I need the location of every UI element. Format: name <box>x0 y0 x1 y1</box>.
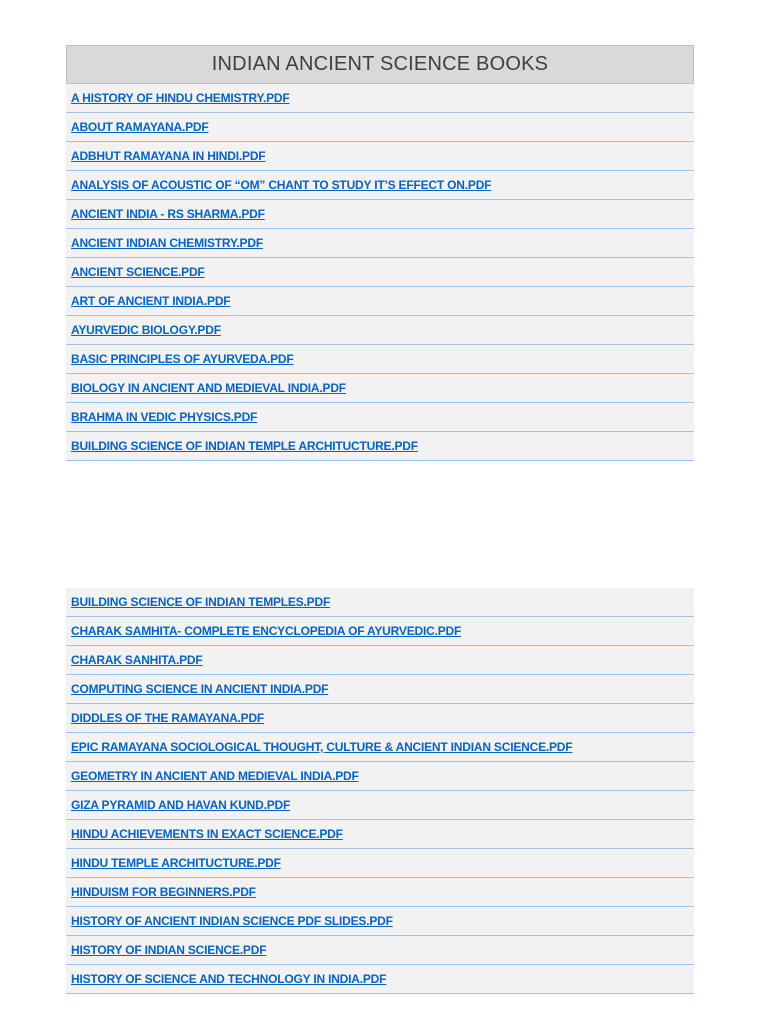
table-row <box>66 287 694 316</box>
table-row <box>66 849 694 878</box>
pdf-link[interactable]: BIOLOGY IN ANCIENT AND MEDIEVAL INDIA.PDF <box>71 381 346 395</box>
table-row <box>66 142 694 171</box>
table-row <box>66 200 694 229</box>
pdf-link[interactable]: ART OF ANCIENT INDIA.PDF <box>71 294 231 308</box>
pdf-link[interactable]: DIDDLES OF THE RAMAYANA.PDF <box>71 711 265 725</box>
table-row <box>66 646 694 675</box>
pdf-link[interactable]: AYURVEDIC BIOLOGY.PDF <box>71 323 221 337</box>
table-row <box>66 733 694 762</box>
table-row <box>66 345 694 374</box>
table-row <box>66 258 694 287</box>
pdf-link[interactable]: BRAHMA IN VEDIC PHYSICS.PDF <box>71 410 258 424</box>
table-row <box>66 432 694 461</box>
pdf-link[interactable]: HISTORY OF SCIENCE AND TECHNOLOGY IN INDIA.PDF <box>71 972 387 986</box>
book-table-2 <box>66 588 694 994</box>
pdf-link[interactable]: BASIC PRINCIPLES OF AYURVEDA.PDF <box>71 352 294 366</box>
pdf-link[interactable]: ABOUT RAMAYANA.PDF <box>71 120 209 134</box>
table-row <box>66 907 694 936</box>
pdf-link[interactable]: ANALYSIS OF ACOUSTIC OF “OM” CHANT TO STUDY IT’S EFFECT ON.PDF <box>71 178 492 192</box>
table-row <box>66 84 694 113</box>
table-row <box>66 113 694 142</box>
table-row <box>66 965 694 994</box>
table-row <box>66 229 694 258</box>
pdf-link[interactable]: BUILDING SCIENCE OF INDIAN TEMPLES.PDF <box>71 595 331 609</box>
pdf-link[interactable]: ADBHUT RAMAYANA IN HINDI.PDF <box>71 149 266 163</box>
pdf-link[interactable]: HISTORY OF ANCIENT INDIAN SCIENCE PDF SLIDES.PDF <box>71 914 393 928</box>
page-title: INDIAN ANCIENT SCIENCE BOOKS <box>66 45 694 84</box>
pdf-link[interactable]: HINDU TEMPLE ARCHITUCTURE.PDF <box>71 856 281 870</box>
table-row <box>66 617 694 646</box>
pdf-link[interactable]: ANCIENT SCIENCE.PDF <box>71 265 205 279</box>
pdf-link[interactable]: HINDU ACHIEVEMENTS IN EXACT SCIENCE.PDF <box>71 827 343 841</box>
table-row <box>66 316 694 345</box>
book-list-2 <box>66 588 694 994</box>
pdf-link[interactable]: GEOMETRY IN ANCIENT AND MEDIEVAL INDIA.PDF <box>71 769 359 783</box>
pdf-link[interactable]: CHARAK SAMHITA- COMPLETE ENCYCLOPEDIA OF AYURVEDIC.PDF <box>71 624 462 638</box>
pdf-link[interactable]: ANCIENT INDIA - RS SHARMA.PDF <box>71 207 265 221</box>
pdf-link[interactable]: HINDUISM FOR BEGINNERS.PDF <box>71 885 256 899</box>
table-row <box>66 171 694 200</box>
pdf-link[interactable]: ANCIENT INDIAN CHEMISTRY.PDF <box>71 236 263 250</box>
table-row <box>66 403 694 432</box>
table-row <box>66 820 694 849</box>
pdf-link[interactable]: HISTORY OF INDIAN SCIENCE.PDF <box>71 943 267 957</box>
pdf-link[interactable]: A HISTORY OF HINDU CHEMISTRY.PDF <box>71 91 290 105</box>
pdf-link[interactable]: COMPUTING SCIENCE IN ANCIENT INDIA.PDF <box>71 682 329 696</box>
table-row <box>66 936 694 965</box>
table-row <box>66 704 694 733</box>
pdf-link[interactable]: EPIC RAMAYANA SOCIOLOGICAL THOUGHT, CULTURE & ANCIENT INDIAN SCIENCE.PDF <box>71 740 573 754</box>
table-row <box>66 878 694 907</box>
pdf-link[interactable]: GIZA PYRAMID AND HAVAN KUND.PDF <box>71 798 291 812</box>
table-row <box>66 675 694 704</box>
table-row <box>66 374 694 403</box>
book-table-1 <box>66 45 694 461</box>
table-row <box>66 588 694 617</box>
table-row <box>66 791 694 820</box>
pdf-link[interactable]: CHARAK SANHITA.PDF <box>71 653 203 667</box>
table-row <box>66 762 694 791</box>
pdf-link[interactable]: BUILDING SCIENCE OF INDIAN TEMPLE ARCHITUCTURE.PDF <box>71 439 418 453</box>
book-list-1 <box>66 84 694 461</box>
